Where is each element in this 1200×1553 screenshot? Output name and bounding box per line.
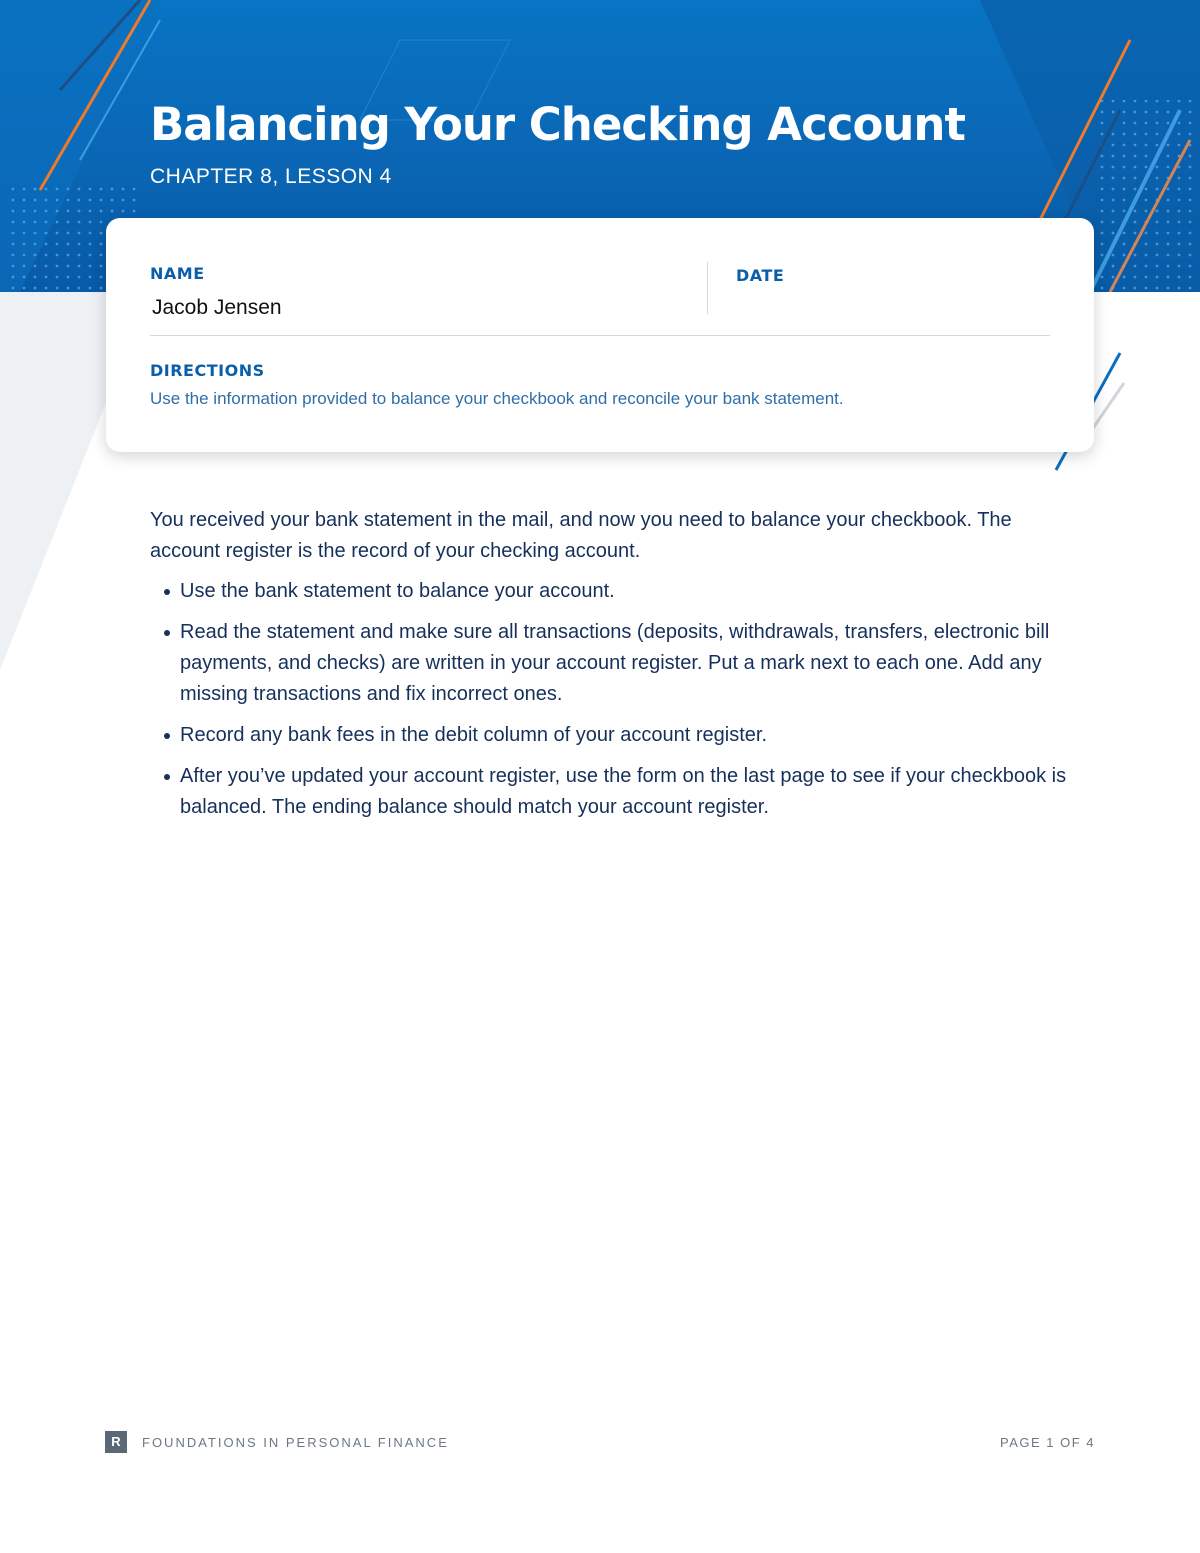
chapter-lesson-subtitle: CHAPTER 8, LESSON 4 (150, 165, 392, 188)
list-item (150, 761, 1070, 823)
name-field[interactable]: Jacob Jensen (152, 296, 282, 319)
list-item-text: Read the statement and make sure all transactions (deposits, withdrawals, transfers, electronic bill payments, and checks) are written in your account register. Put a mark next to each one. Add any missing transactions and fix incorrect ones. (180, 621, 1050, 705)
ramsey-logo-icon: R (105, 1431, 127, 1453)
list-item (150, 720, 1070, 751)
intro-paragraph: You received your bank statement in the mail, and now you need to balance your checkbook. The account register is the record of your checking account. (150, 509, 1012, 562)
field-divider (707, 262, 708, 314)
list-item-text: Use the bank statement to balance your account. (180, 580, 615, 602)
list-item (150, 617, 1070, 710)
section-divider (150, 335, 1050, 336)
list-item-text: Record any bank fees in the debit column of your account register. (180, 724, 768, 746)
bullet-icon (164, 774, 170, 780)
list-item (150, 576, 1070, 607)
list-item-text: After you’ve updated your account register, use the form on the last page to see if your checkbook is balanced. The ending balance should match your account register. (180, 765, 1067, 818)
name-label: NAME (150, 264, 205, 283)
bullet-icon (164, 733, 170, 739)
info-card (106, 218, 1094, 452)
date-label: DATE (736, 266, 785, 285)
directions-text: Use the information provided to balance your checkbook and reconcile your bank statement. (150, 389, 844, 408)
bullet-icon (164, 630, 170, 636)
instructions-body (150, 505, 1070, 833)
page-title: Balancing Your Checking Account (150, 98, 965, 151)
directions-label: DIRECTIONS (150, 361, 265, 380)
bullet-icon (164, 589, 170, 595)
footer-brand: FOUNDATIONS IN PERSONAL FINANCE (142, 1435, 449, 1450)
page-number: PAGE 1 OF 4 (999, 1435, 1095, 1450)
instruction-list (150, 576, 1070, 823)
